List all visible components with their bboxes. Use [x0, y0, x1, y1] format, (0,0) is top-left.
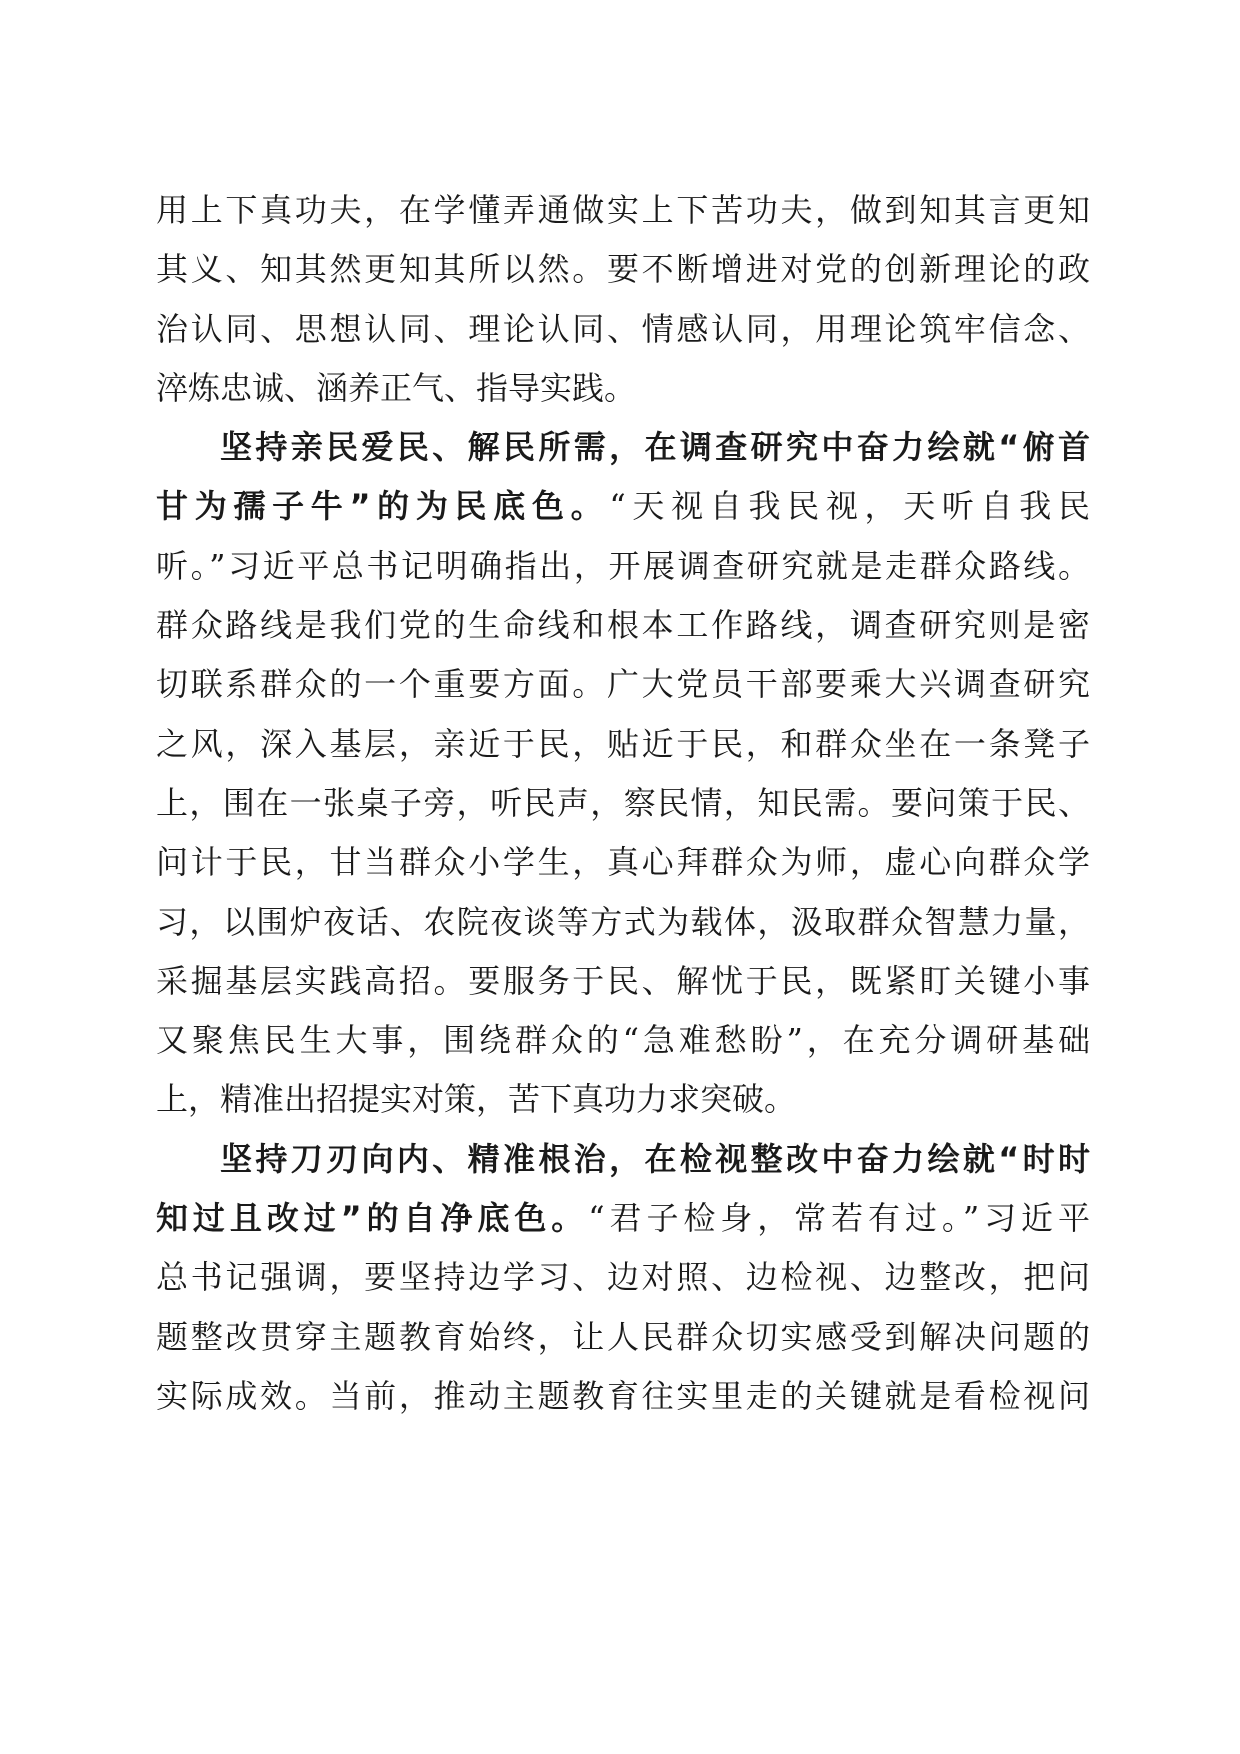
paragraph-line: 其义、知其然更知其所以然。要不断增进对党的创新理论的政: [156, 250, 1090, 289]
paragraph-line: 总书记强调，要坚持边学习、边对照、边检视、边整改，把问: [156, 1258, 1090, 1297]
paragraph-heading-text: 知过且改过”的自净底色。: [156, 1199, 589, 1238]
paragraph-line: 之风，深入基层，亲近于民，贴近于民，和群众坐在一条凳子: [156, 724, 1090, 763]
paragraph-heading-line: 坚持刀刃向内、精准根治，在检视整改中奋力绘就“时时: [220, 1139, 1090, 1178]
paragraph-line: 问计于民，甘当群众小学生，真心拜群众为师，虚心向群众学: [156, 843, 1090, 882]
paragraph-2: [156, 418, 1090, 1130]
paragraph-line: 群众路线是我们党的生命线和根本工作路线，调查研究则是密: [156, 606, 1090, 645]
paragraph-line: 采掘基层实践高招。要服务于民、解忧于民，既紧盯关键小事: [156, 961, 1090, 1000]
paragraph-line: 用上下真功夫，在学懂弄通做实上下苦功夫，做到知其言更知: [156, 191, 1090, 229]
paragraph-body-text: “君子检身，常若有过。”习近平: [588, 1199, 1090, 1238]
paragraph-line: 上，围在一张桌子旁，听民声，察民情，知民需。要问策于民、: [156, 783, 1090, 822]
paragraph-line: 切联系群众的一个重要方面。广大党员干部要乘大兴调查研究: [156, 665, 1090, 704]
paragraph-line: 实际成效。当前，推动主题教育往实里走的关键就是看检视问: [156, 1376, 1090, 1415]
paragraph-body-text: “天视自我民视，天听自我民: [609, 487, 1090, 526]
document-body: [156, 181, 1090, 1426]
paragraph-line: 又聚焦民生大事，围绕群众的“急难愁盼”，在充分调研基础: [156, 1021, 1090, 1060]
paragraph-line: 上，精准出招提实对策，苦下真功力求突破。: [156, 1080, 797, 1119]
paragraph-line: 题整改贯穿主题教育始终，让人民群众切实感受到解决问题的: [156, 1317, 1090, 1356]
paragraph-heading-line: 坚持亲民爱民、解民所需，在调查研究中奋力绘就“俯首: [220, 428, 1090, 467]
paragraph-3: [156, 1130, 1090, 1426]
paragraph-heading-line-mixed: [156, 1189, 1090, 1248]
paragraph-line: 习，以围炉夜话、农院夜谈等方式为载体，汲取群众智慧力量，: [156, 902, 1090, 941]
paragraph-line: 淬炼忠诚、涵养正气、指导实践。: [156, 368, 637, 407]
paragraph-heading-text: 甘为孺子牛”的为民底色。: [156, 487, 610, 526]
paragraph-line: 听。”习近平总书记明确指出，开展调查研究就是走群众路线。: [156, 546, 1090, 585]
paragraph-heading-line-mixed: [156, 477, 1090, 536]
paragraph-line: 治认同、思想认同、理论认同、情感认同，用理论筑牢信念、: [156, 309, 1090, 348]
paragraph-1: [156, 181, 1090, 418]
